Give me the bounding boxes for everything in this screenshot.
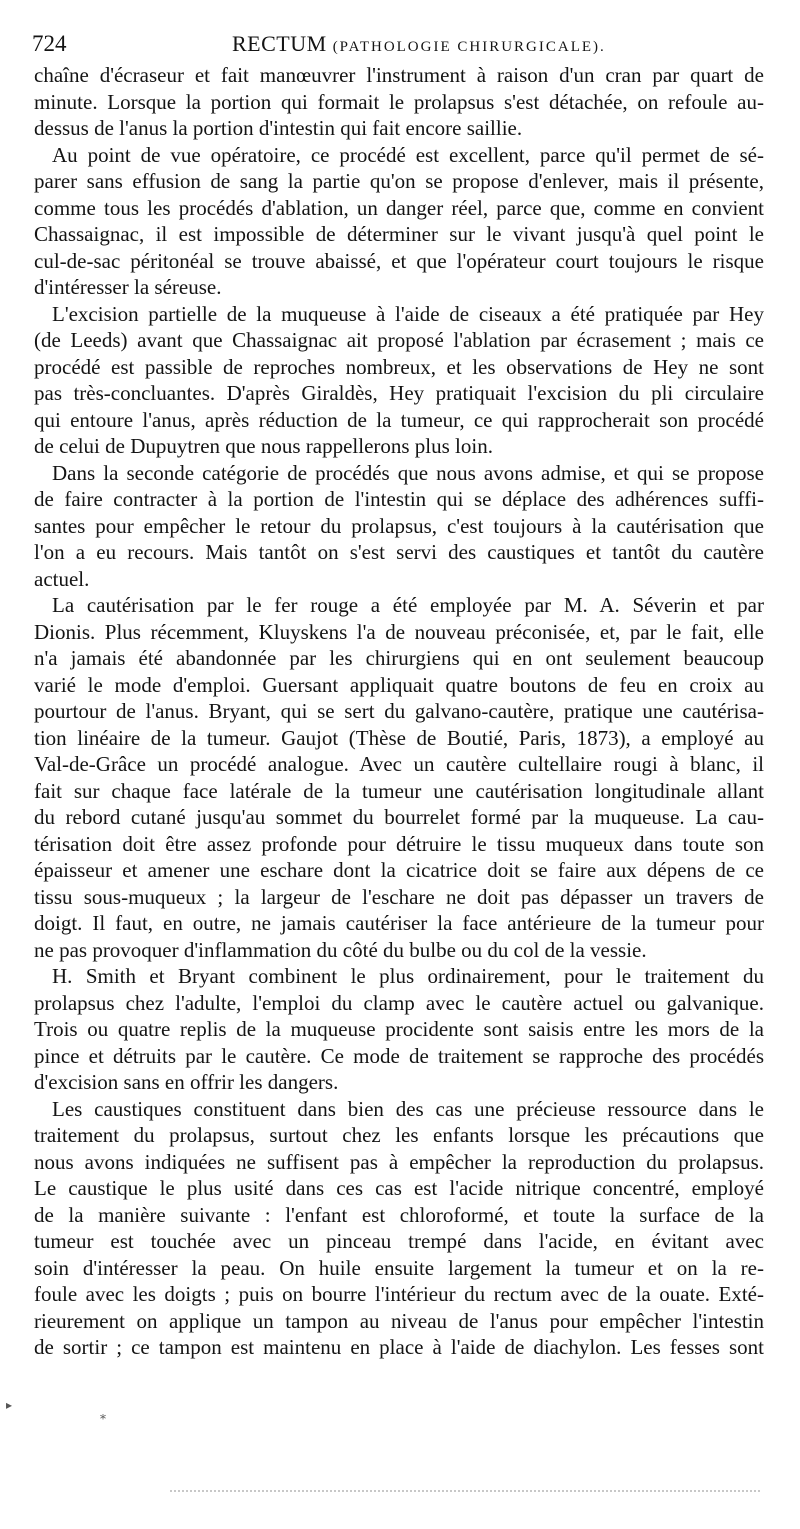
text-line: varié le mode d'emploi. Guersant appliquait quatre boutons de feu en croix au: [34, 672, 764, 697]
text-line: tissu sous-muqueux ; la largeur de l'eschare ne doit pas dépasser un travers de: [34, 884, 764, 909]
paragraph-first-line: Au point de vue opératoire, ce procédé est excellent, parce qu'il permet de sé-: [52, 142, 764, 167]
text-line: parer sans effusion de sang la partie qu'on se propose d'enlever, mais il présente,: [34, 169, 764, 193]
text-line: Le caustique le plus usité dans ces cas est l'acide nitrique concentré, employé: [34, 1176, 764, 1200]
text-line: foule avec les doigts ; puis on bourre l'intérieur du rectum avec de la ouate. Exté-: [34, 1282, 764, 1306]
scan-speck: ▸: [6, 1398, 13, 1412]
text-line: pince et détruits par le cautère. Ce mode de traitement se rapproche des procédés: [34, 1043, 764, 1068]
page-number: 724: [32, 31, 67, 56]
text-line: tion linéaire de la tumeur. Gaujot (Thèse de Boutié, Paris, 1873), a employé au: [34, 725, 764, 750]
text-line: fait sur chaque face latérale de la tumeur une cautérisation longitudinale allant: [34, 778, 764, 803]
text-line: doigt. Il faut, en outre, ne jamais cautériser la face antérieure de la tumeur pour: [34, 911, 764, 935]
text-line: chaîne d'écraseur et fait manœuvrer l'instrument à raison d'un cran par quart de: [34, 63, 764, 87]
scan-speck: ⁎: [100, 1408, 106, 1422]
text-line: cul-de-sac péritonéal se trouve abaissé, et que l'opérateur court toujours le risque: [34, 248, 764, 273]
text-line: d'excision sans en offrir les dangers.: [34, 1070, 339, 1094]
text-line: santes pour empêcher le retour du prolapsus, c'est toujours à la cautérisation que: [34, 513, 764, 538]
bleed-through-line: [170, 1490, 760, 1494]
text-line: Val-de-Grâce un procédé analogue. Avec un cautère cultellaire rougi à blanc, il: [34, 752, 764, 776]
text-line: prolapsus chez l'adulte, l'emploi du clamp avec le cautère actuel ou galvanique.: [34, 990, 764, 1015]
text-line: dessus de l'anus la portion d'intestin qui fait encore saillie.: [34, 116, 523, 140]
text-line: de sortir ; ce tampon est maintenu en place à l'aide de diachylon. Les fesses sont: [34, 1335, 764, 1359]
text-line: actuel.: [34, 566, 90, 591]
text-line: qui entoure l'anus, après réduction de la tumeur, ce qui rapprocherait son procédé: [34, 407, 764, 432]
paragraph-first-line: Dans la seconde catégorie de procédés que nous avons admise, et qui se propose: [52, 460, 764, 485]
text-line: du rebord cutané jusqu'au sommet du bourrelet formé par la muqueuse. La cau-: [34, 805, 764, 829]
body-text: [34, 62, 764, 1361]
text-line: térisation doit être assez profonde pour détruire le tissu muqueux dans toute son: [34, 831, 764, 856]
text-line: Chassaignac, il est impossible de déterminer sur le vivant jusqu'à quel point le: [34, 222, 764, 246]
text-line: minute. Lorsque la portion qui formait le prolapsus s'est détachée, on refoule au-: [34, 89, 764, 114]
paragraph-first-line: L'excision partielle de la muqueuse à l'aide de ciseaux a été pratiquée par Hey: [52, 301, 764, 326]
text-line: procédé est passible de reproches nombreux, et les observations de Hey ne sont: [34, 354, 764, 379]
text-line: comme tous les procédés d'ablation, un danger réel, parce que, comme en convient: [34, 195, 764, 220]
running-head: [32, 28, 768, 60]
text-line: tumeur est touchée avec un pinceau trempé dans l'acide, en évitant avec: [34, 1229, 764, 1253]
text-line: pourtour de l'anus. Bryant, qui se sert du galvano-cautère, pratique une cautérisa-: [34, 699, 764, 723]
text-line: pas très-concluantes. D'après Giraldès, Hey pratiquait l'excision du pli circulaire: [34, 381, 764, 405]
text-line: nous avons indiquées ne suffisent pas à empêcher la reproduction du prolapsus.: [34, 1149, 764, 1174]
text-line: épaisseur et amener une eschare dont la cicatrice doit se faire aux dépens de ce: [34, 858, 764, 882]
text-line: Dionis. Plus récemment, Kluyskens l'a de nouveau préconisée, et, par le fait, elle: [34, 619, 764, 644]
running-title-subtitle: (PATHOLOGIE CHIRURGICALE).: [332, 39, 606, 55]
text-line: traitement du prolapsus, surtout chez les enfants lorsque les précautions que: [34, 1123, 764, 1147]
text-line: n'a jamais été abandonnée par les chirurgiens qui en ont seulement beaucoup: [34, 646, 764, 670]
running-title-main: RECTUM: [232, 31, 327, 56]
text-line: soin d'intéresser la peau. On huile ensuite largement la tumeur et on la re-: [34, 1255, 764, 1280]
text-line: Trois ou quatre replis de la muqueuse procidente sont saisis entre les mors de la: [34, 1017, 764, 1041]
text-line: de celui de Dupuytren que nous rappellerons plus loin.: [34, 434, 493, 458]
text-line: ne pas provoquer d'inflammation du côté du bulbe ou du col de la vessie.: [34, 937, 647, 962]
paragraph-first-line: Les caustiques constituent dans bien des cas une précieuse ressource dans le: [52, 1096, 764, 1121]
paragraph-first-line: La cautérisation par le fer rouge a été employée par M. A. Séverin et par: [52, 593, 764, 617]
text-line: de la manière suivante : l'enfant est chloroformé, et toute la surface de la: [34, 1202, 764, 1227]
running-title: [232, 28, 606, 63]
text-line: de faire contracter à la portion de l'intestin qui se déplace des adhérences suffi-: [34, 487, 764, 511]
text-line: (de Leeds) avant que Chassaignac ait proposé l'ablation par écrasement ; mais ce: [34, 328, 764, 352]
text-line: l'on a eu recours. Mais tantôt on s'est servi des caustiques et tantôt du cautère: [34, 540, 764, 564]
text-line: d'intéresser la séreuse.: [34, 275, 222, 299]
paragraph-first-line: H. Smith et Bryant combinent le plus ordinairement, pour le traitement du: [52, 964, 764, 988]
text-line: rieurement on applique un tampon au niveau de l'anus pour empêcher l'intestin: [34, 1308, 764, 1333]
